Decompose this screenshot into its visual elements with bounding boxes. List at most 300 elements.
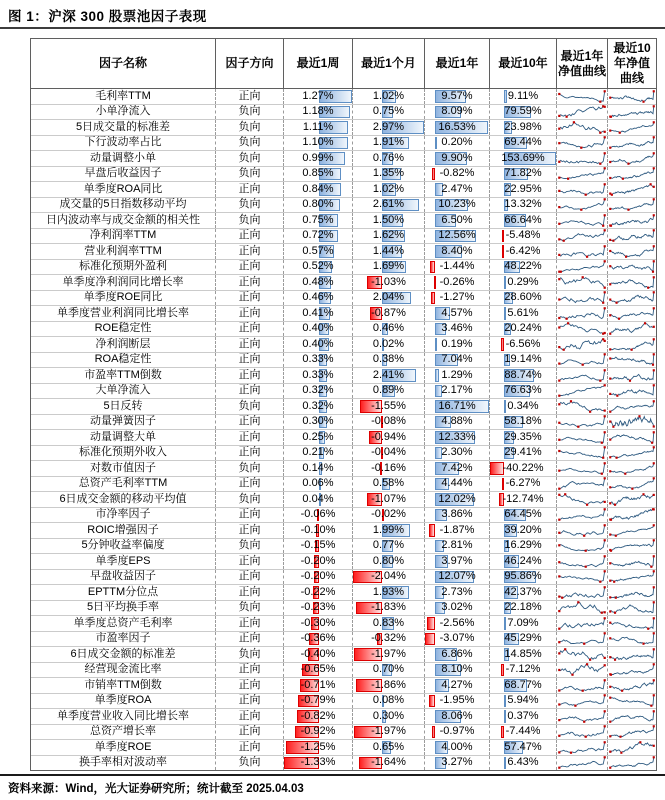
- value-cell-m1: [353, 244, 425, 260]
- value-text: -7.12%: [505, 663, 541, 676]
- sparkline-marker: [558, 450, 560, 452]
- sparkline-1y-cell: [557, 709, 608, 725]
- sparkline-10y: [609, 741, 655, 754]
- sparkline-1y: [558, 741, 606, 754]
- sparkline-marker: [583, 534, 585, 536]
- col-header-factor-name: 因子名称: [31, 39, 216, 89]
- factor-name-cell: 日内波动率与成交金额的相关性: [31, 213, 216, 229]
- sparkline-marker: [567, 322, 569, 324]
- sparkline-marker: [604, 245, 606, 247]
- value-cell-y1: [425, 600, 490, 616]
- sparkline-marker: [653, 152, 655, 154]
- sparkline-marker: [586, 255, 588, 257]
- value-cell-y10: [490, 414, 557, 430]
- value-cell-y1: [425, 476, 490, 492]
- direction-cell: 负向: [216, 151, 284, 167]
- sparkline-marker: [653, 384, 655, 386]
- table-row: [31, 523, 657, 539]
- value-cell-y1: [425, 197, 490, 213]
- sparkline-marker: [558, 488, 560, 490]
- value-text: 8.40%: [441, 244, 473, 257]
- value-text: 4.27%: [441, 678, 473, 691]
- direction-cell: 正向: [216, 414, 284, 430]
- value-text: 3.27%: [441, 756, 473, 769]
- value-text: 0.41%: [302, 306, 334, 319]
- sparkline-10y: [609, 570, 655, 583]
- direction-cell: 负向: [216, 166, 284, 182]
- value-cell-y10: [490, 507, 557, 523]
- sparkline-1y: [558, 493, 606, 506]
- sparkline-10y: [609, 555, 655, 568]
- direction-cell: 正向: [216, 228, 284, 244]
- value-text: 0.46%: [302, 291, 334, 304]
- sparkline-marker: [558, 127, 560, 129]
- value-cell-m1: [353, 523, 425, 539]
- sparkline-marker: [612, 240, 614, 242]
- sparkline-marker: [566, 116, 568, 118]
- sparkline-10y-cell: [608, 290, 657, 306]
- value-text: 64.45%: [504, 508, 542, 521]
- value-cell-y10: [490, 306, 557, 322]
- value-cell-m1: [353, 600, 425, 616]
- sparkline-10y-cell: [608, 476, 657, 492]
- value-text: 153.69%: [501, 151, 545, 164]
- value-cell-w1: [284, 647, 353, 663]
- sparkline-marker: [653, 648, 655, 650]
- value-cell-y1: [425, 368, 490, 384]
- sparkline-1y-cell: [557, 631, 608, 647]
- sparkline-marker: [610, 519, 612, 521]
- sparkline-marker: [604, 679, 606, 681]
- value-cell-y10: [490, 445, 557, 461]
- value-cell-y1: [425, 135, 490, 151]
- value-text: -1.03%: [371, 275, 406, 288]
- value-cell-m1: [353, 492, 425, 508]
- sparkline-marker: [563, 240, 565, 242]
- positive-data-bar: [504, 400, 506, 413]
- sparkline-marker: [653, 167, 655, 169]
- value-text: 0.75%: [302, 213, 334, 226]
- value-text: -1.55%: [371, 399, 406, 412]
- sparkline-10y-cell: [608, 337, 657, 353]
- negative-data-bar: [501, 664, 503, 677]
- value-cell-m1: [353, 569, 425, 585]
- sparkline-marker: [558, 689, 560, 691]
- factor-name-cell: 单季度ROE: [31, 740, 216, 756]
- value-cell-y10: [490, 569, 557, 585]
- sparkline-marker: [602, 338, 604, 340]
- sparkline-marker: [558, 519, 560, 521]
- sparkline-marker: [609, 767, 611, 769]
- sparkline-marker: [642, 100, 644, 102]
- sparkline-marker: [558, 627, 560, 629]
- direction-cell: 正向: [216, 321, 284, 337]
- sparkline-marker: [601, 441, 603, 443]
- negative-data-bar: [434, 276, 436, 289]
- direction-cell: 负向: [216, 197, 284, 213]
- sparkline-10y: [609, 338, 655, 351]
- sparkline-1y-cell: [557, 740, 608, 756]
- positive-data-bar: [504, 757, 506, 770]
- sparkline-1y: [558, 601, 606, 614]
- direction-cell: 正向: [216, 554, 284, 570]
- value-cell-w1: [284, 523, 353, 539]
- sparkline-marker: [604, 617, 606, 619]
- sparkline-10y-cell: [608, 166, 657, 182]
- value-cell-y10: [490, 213, 557, 229]
- sparkline-marker: [571, 674, 573, 676]
- value-text: 5.61%: [507, 306, 539, 319]
- value-text: -7.44%: [505, 725, 541, 738]
- value-text: 6.50%: [441, 213, 473, 226]
- value-cell-y1: [425, 569, 490, 585]
- value-cell-w1: [284, 120, 353, 136]
- sparkline-10y: [609, 136, 655, 149]
- sparkline-marker: [609, 358, 611, 360]
- value-text: -0.30%: [300, 616, 336, 629]
- factor-name-cell: 单季度营业利润同比增长率: [31, 306, 216, 322]
- sparkline-marker: [604, 332, 606, 334]
- sparkline-marker: [653, 326, 655, 328]
- value-text: 2.30%: [441, 446, 473, 459]
- figure-title: 图 1：沪深 300 股票池因子表现: [8, 9, 207, 24]
- value-cell-y1: [425, 523, 490, 539]
- sparkline-1y: [558, 431, 606, 444]
- value-text: 0.85%: [302, 167, 334, 180]
- sparkline-marker: [650, 705, 652, 707]
- sparkline-10y: [609, 601, 655, 614]
- sparkline-10y-cell: [608, 151, 657, 167]
- value-cell-w1: [284, 182, 353, 198]
- sparkline-marker: [604, 611, 606, 613]
- sparkline-marker: [599, 131, 601, 133]
- sparkline-marker: [627, 162, 629, 164]
- sparkline-1y: [558, 384, 606, 397]
- sparkline-marker: [651, 441, 653, 443]
- sparkline-marker: [586, 503, 588, 505]
- value-text: -0.06%: [300, 508, 336, 521]
- sparkline-1y-cell: [557, 616, 608, 632]
- sparkline-marker: [618, 317, 620, 319]
- value-text: -0.02%: [371, 508, 406, 521]
- sparkline-marker: [558, 327, 560, 329]
- positive-data-bar: [504, 710, 506, 723]
- value-cell-w1: [284, 569, 353, 585]
- value-text: -6.27%: [505, 477, 541, 490]
- value-text: 29.35%: [504, 430, 542, 443]
- factor-name-cell: 净利润率TTM: [31, 228, 216, 244]
- sparkline-marker: [599, 100, 601, 102]
- value-text: 2.97%: [372, 120, 405, 133]
- sparkline-10y-cell: [608, 678, 657, 694]
- positive-data-bar: [504, 90, 507, 103]
- sparkline-marker: [609, 129, 611, 131]
- sparkline-marker: [653, 136, 655, 138]
- direction-cell: 正向: [216, 678, 284, 694]
- sparkline-10y: [609, 121, 655, 134]
- value-cell-w1: [284, 321, 353, 337]
- factor-name-cell: 6日成交金额的标准差: [31, 647, 216, 663]
- sparkline-marker: [558, 561, 560, 563]
- value-text: 12.02%: [438, 492, 476, 505]
- sparkline-1y: [558, 539, 606, 552]
- value-text: 28.60%: [504, 291, 542, 304]
- value-cell-y1: [425, 244, 490, 260]
- sparkline-marker: [570, 400, 572, 402]
- sparkline-marker: [653, 245, 655, 247]
- value-text: -1.64%: [371, 756, 406, 769]
- value-text: 95.86%: [504, 570, 542, 583]
- sparkline-marker: [604, 369, 606, 371]
- value-text: 0.80%: [302, 198, 334, 211]
- sparkline-marker: [604, 477, 606, 479]
- sparkline-marker: [653, 353, 655, 355]
- negative-data-bar: [502, 245, 504, 258]
- sparkline-10y-cell: [608, 321, 657, 337]
- table-row: [31, 275, 657, 291]
- table-row: [31, 538, 657, 554]
- value-text: 6.43%: [507, 756, 539, 769]
- sparkline-10y: [609, 369, 655, 382]
- table-row: [31, 166, 657, 182]
- value-cell-m1: [353, 135, 425, 151]
- sparkline-marker: [653, 198, 655, 200]
- sparkline-10y: [609, 245, 655, 258]
- value-text: 0.21%: [302, 446, 334, 459]
- table-row: [31, 89, 657, 105]
- value-text: 0.65%: [372, 740, 405, 753]
- value-cell-m1: [353, 554, 425, 570]
- sparkline-marker: [609, 283, 611, 285]
- factor-name-cell: 5日成交量的标准差: [31, 120, 216, 136]
- sparkline-1y-cell: [557, 368, 608, 384]
- value-text: 88.74%: [504, 368, 542, 381]
- positive-data-bar: [504, 276, 506, 289]
- factor-name-cell: 总资产毛利率TTM: [31, 476, 216, 492]
- value-cell-y10: [490, 259, 557, 275]
- factor-name-cell: ROA稳定性: [31, 352, 216, 368]
- sparkline-10y: [609, 617, 655, 630]
- sparkline-10y: [609, 524, 655, 537]
- factor-name-cell: 单季度营业收入同比增长率: [31, 709, 216, 725]
- negative-data-bar: [429, 695, 435, 708]
- factor-name-cell: 下行波动率占比: [31, 135, 216, 151]
- sparkline-1y: [558, 617, 606, 630]
- value-text: 1.02%: [372, 89, 405, 102]
- sparkline-marker: [558, 438, 560, 440]
- value-text: 0.72%: [302, 229, 334, 242]
- factor-name-cell: 净利润断层: [31, 337, 216, 353]
- sparkline-marker: [558, 93, 560, 95]
- table-row: [31, 631, 657, 647]
- direction-cell: 负向: [216, 755, 284, 771]
- value-text: 0.48%: [302, 275, 334, 288]
- sparkline-marker: [609, 637, 611, 639]
- sparkline-1y: [558, 555, 606, 568]
- sparkline-marker: [604, 570, 606, 572]
- sparkline-1y: [558, 648, 606, 661]
- sparkline-1y: [558, 632, 606, 645]
- sparkline-1y: [558, 462, 606, 475]
- value-cell-w1: [284, 213, 353, 229]
- value-cell-w1: [284, 197, 353, 213]
- positive-data-bar: [435, 338, 437, 351]
- sparkline-marker: [604, 409, 606, 411]
- sparkline-marker: [558, 531, 560, 533]
- sparkline-marker: [653, 276, 655, 278]
- value-text: 0.08%: [372, 694, 405, 707]
- sparkline-1y: [558, 291, 606, 304]
- value-cell-y1: [425, 182, 490, 198]
- factor-name-cell: 毛利率TTM: [31, 89, 216, 105]
- sparkline-marker: [609, 596, 611, 598]
- sparkline-marker: [558, 177, 560, 179]
- direction-cell: 负向: [216, 213, 284, 229]
- value-text: 16.71%: [438, 399, 476, 412]
- factor-name-cell: 营业利润率TTM: [31, 244, 216, 260]
- negative-data-bar: [427, 617, 435, 630]
- value-cell-y10: [490, 693, 557, 709]
- sparkline-10y-cell: [608, 616, 657, 632]
- table-row: [31, 616, 657, 632]
- sparkline-marker: [653, 586, 655, 588]
- sparkline-10y-cell: [608, 662, 657, 678]
- sparkline-marker: [652, 364, 654, 366]
- value-cell-w1: [284, 538, 353, 554]
- value-cell-y10: [490, 538, 557, 554]
- value-text: -0.16%: [371, 461, 406, 474]
- table-row: [31, 476, 657, 492]
- sparkline-marker: [653, 524, 655, 526]
- footer-divider: [0, 774, 665, 776]
- table-row: [31, 244, 657, 260]
- table-row: [31, 120, 657, 136]
- value-cell-y10: [490, 337, 557, 353]
- sparkline-marker: [604, 710, 606, 712]
- sparkline-marker: [609, 161, 611, 163]
- value-text: 0.80%: [372, 554, 405, 567]
- sparkline-1y: [558, 276, 606, 289]
- value-cell-y10: [490, 89, 557, 105]
- sparkline-1y-cell: [557, 461, 608, 477]
- sparkline-1y-cell: [557, 197, 608, 213]
- sparkline-1y-cell: [557, 321, 608, 337]
- sparkline-1y-cell: [557, 662, 608, 678]
- value-cell-y1: [425, 228, 490, 244]
- direction-cell: 正向: [216, 337, 284, 353]
- value-cell-m1: [353, 383, 425, 399]
- value-text: 1.62%: [372, 229, 405, 242]
- sparkline-marker: [653, 710, 655, 712]
- direction-cell: 正向: [216, 182, 284, 198]
- sparkline-10y-cell: [608, 740, 657, 756]
- value-text: 9.11%: [507, 89, 539, 102]
- value-cell-w1: [284, 476, 353, 492]
- header-row: [31, 39, 657, 89]
- value-cell-y1: [425, 306, 490, 322]
- value-text: 66.64%: [504, 213, 542, 226]
- factor-name-cell: EPTTM分位点: [31, 585, 216, 601]
- sparkline-marker: [612, 426, 614, 428]
- sparkline-marker: [558, 142, 560, 144]
- value-text: -0.82%: [439, 167, 475, 180]
- sparkline-marker: [602, 302, 604, 304]
- sparkline-10y: [609, 756, 655, 769]
- sparkline-1y-cell: [557, 383, 608, 399]
- table-row: [31, 368, 657, 384]
- sparkline-marker: [615, 534, 617, 536]
- sparkline-1y: [558, 307, 606, 320]
- sparkline-marker: [653, 617, 655, 619]
- sparkline-10y-cell: [608, 631, 657, 647]
- value-cell-w1: [284, 306, 353, 322]
- factor-name-cell: 标准化预期外盈利: [31, 259, 216, 275]
- value-cell-m1: [353, 151, 425, 167]
- sparkline-marker: [609, 333, 611, 335]
- value-text: 0.19%: [441, 337, 473, 350]
- value-text: 23.98%: [504, 120, 542, 133]
- sparkline-marker: [604, 555, 606, 557]
- sparkline-marker: [609, 393, 611, 395]
- value-text: -1.83%: [371, 601, 406, 614]
- sparkline-marker: [585, 193, 587, 195]
- value-cell-m1: [353, 631, 425, 647]
- table-row: [31, 337, 657, 353]
- sparkline-marker: [582, 276, 584, 278]
- positive-data-bar: [504, 695, 506, 708]
- value-text: -1.44%: [439, 260, 475, 273]
- value-text: -0.65%: [300, 663, 336, 676]
- table-row: [31, 693, 657, 709]
- sparkline-marker: [653, 307, 655, 309]
- direction-cell: 正向: [216, 631, 284, 647]
- value-text: -6.42%: [505, 244, 541, 257]
- sparkline-marker: [574, 705, 576, 707]
- value-text: 48.22%: [504, 260, 542, 273]
- value-cell-y10: [490, 523, 557, 539]
- value-text: 12.33%: [438, 430, 476, 443]
- factor-name-cell: 5日平均换手率: [31, 600, 216, 616]
- positive-data-bar: [435, 369, 439, 382]
- value-cell-y1: [425, 166, 490, 182]
- direction-cell: 负向: [216, 120, 284, 136]
- sparkline-marker: [650, 183, 652, 185]
- sparkline-marker: [558, 751, 560, 753]
- sparkline-marker: [609, 147, 611, 149]
- value-cell-m1: [353, 445, 425, 461]
- sparkline-1y: [558, 415, 606, 428]
- sparkline-marker: [604, 446, 606, 448]
- value-cell-w1: [284, 383, 353, 399]
- sparkline-marker: [609, 656, 611, 658]
- sparkline-marker: [621, 689, 623, 691]
- value-text: -0.23%: [300, 601, 336, 614]
- sparkline-10y: [609, 384, 655, 397]
- value-text: -5.48%: [505, 229, 541, 242]
- negative-data-bar: [432, 168, 435, 181]
- sparkline-marker: [638, 415, 640, 417]
- sparkline-10y: [609, 105, 655, 118]
- sparkline-marker: [585, 565, 587, 567]
- sparkline-10y: [609, 291, 655, 304]
- factor-name-cell: 单季度EPS: [31, 554, 216, 570]
- value-cell-w1: [284, 259, 353, 275]
- sparkline-10y: [609, 415, 655, 428]
- sparkline-marker: [653, 570, 655, 572]
- sparkline-marker: [604, 462, 606, 464]
- value-cell-y1: [425, 414, 490, 430]
- value-text: 2.17%: [441, 384, 473, 397]
